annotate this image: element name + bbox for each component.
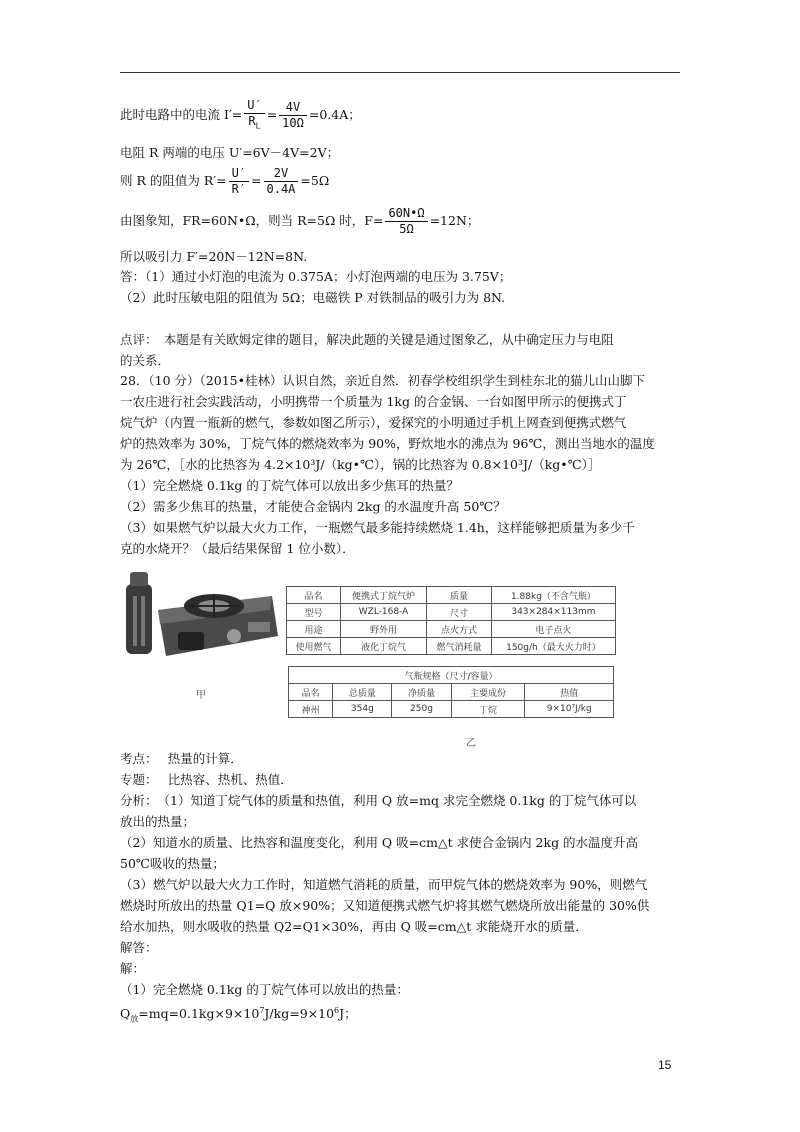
table-caption: 气瓶规格（尺寸/容量） [289, 667, 614, 684]
solution-heading: 解答： [120, 940, 158, 955]
header-rule [120, 72, 680, 73]
answer-line-2: （2）此时压敏电阻的阻值为 5Ω；电磁铁 P 对铁制品的吸引力为 8N. [120, 290, 506, 305]
analysis-line-7: 给水加热，则水吸收的热量 Q2=Q1×30%，再由 Q 吸=cm△t 求能烧开水的质量． [120, 919, 588, 934]
question-28-line-2: 一农庄进行社会实践活动，小明携带一个质量为 1kg 的合金锅、一台如图甲所示的便携式丁 [120, 394, 627, 409]
table-row: 品名 便携式丁烷气炉 质量 1.88kg（不含气瓶） [287, 587, 616, 604]
table-row: 品名 总质量 净质量 主要成份 热值 [289, 684, 614, 701]
current-prefix: 此时电路中的电流 I′= [120, 107, 243, 123]
question-28-line-7: （2）需多少焦耳的热量，才能使合金锅内 2kg 的水温度升高 50℃？ [120, 499, 506, 514]
table-row: 用途 野外用 点火方式 电子点火 [287, 621, 616, 638]
figure-label-yi: 乙 [466, 738, 476, 749]
analysis-line-3: （2）知道水的质量、比热容和温度变化，利用 Q 吸=cm△t 求使合金锅内 2kg 的水温度升高 [120, 835, 639, 850]
portable-gas-stove-illustration [122, 566, 282, 674]
solution-start: 解： [120, 961, 146, 976]
question-28-line-6: （1）完全燃烧 0.1kg 的丁烷气体可以放出多少焦耳的热量？ [120, 478, 459, 493]
question-28-line-9: 克的水烧开？（最后结果保留 1 位小数）． [120, 541, 355, 556]
attraction-line: 所以吸引力 F′=20N－12N=8N. [120, 249, 308, 264]
resistance-equation: 则 R 的阻值为 R′= $\frac{U'}{R'}$ = $\frac{2V}{0.4A}$ =5Ω [120, 166, 330, 196]
figure-label-jia: 甲 [196, 690, 206, 701]
question-28-line-8: （3）如果燃气炉以最大火力工作，一瓶燃气最多能持续燃烧 1.4h，这样能够把质量为多少千 [120, 520, 635, 535]
voltage-line: 电阻 R 两端的电压 U′=6V－4V=2V； [120, 145, 340, 160]
fraction-60n-over-5ohm: $\frac{60N•\Omega}{5\Omega}$ [385, 206, 427, 237]
analysis-line-4: 50℃吸收的热量； [120, 856, 225, 871]
page-number: 15 [658, 1058, 672, 1072]
answer-line-1: 答：（1）通过小灯泡的电流为 0.375A；小灯泡两端的电压为 3.75V； [120, 269, 512, 284]
analysis-line-5: （3）燃气炉以最大火力工作时，知道燃气消耗的质量，而甲烷气体的燃烧效率为 90%，则燃气 [120, 877, 648, 892]
table-row: 使用燃气 液化丁烷气 燃气消耗量 150g/h（最大火力时） [287, 638, 616, 655]
comment-line-1: 点评： 本题是有关欧姆定律的题目，解决此题的关键是通过图象乙，从中确定压力与电阻 [120, 332, 614, 347]
stove-spec-table [286, 586, 616, 655]
gas-cylinder-spec-table [288, 666, 614, 718]
question-28-line-1: 28．（10 分）（2015•桂林）认识自然，亲近自然．初春学校组织学生到桂东北的猫儿山山脚下 [120, 373, 645, 388]
question-28-line-5: 为 26℃，［水的比热容为 4.2×10³J/（kg•℃），锅的比热容为 0.8×10³J/（kg•℃）］ [120, 457, 601, 472]
analysis-line-6: 燃烧时所放出的热量 Q1=Q 放×90%；又知道便携式燃气炉将其燃气燃烧所放出能量的 30%供 [120, 898, 650, 913]
fraction-u-over-r: $\frac{U'}{R'}$ [229, 166, 249, 197]
table-row: 型号 WZL-168-A 尺寸 343×284×113mm [287, 604, 616, 621]
question-28-line-3: 烷气炉（内置一瓶新的燃气，参数如图乙所示），爱探究的小明通过手机上网查到便携式燃气 [120, 415, 627, 430]
graph-equation: 由图象知，FR=60N•Ω，则当 R=5Ω 时，F= $\frac{60N•\Omega}{5\Omega}$ =12N； [120, 206, 480, 236]
knowledge-point: 考点： 热量的计算． [120, 751, 243, 766]
topic: 专题： 比热容、热机、热值． [120, 772, 293, 787]
question-28-line-4: 炉的热效率为 30%，丁烷气体的燃烧效率为 90%，野炊地水的沸点为 96℃，测出当地水的温度 [120, 436, 655, 451]
table-row [289, 667, 614, 684]
solution-step-1: （1）完全燃烧 0.1kg 的丁烷气体可以放出的热量： [120, 982, 409, 997]
fraction-4v-over-10ohm: $\frac{4V}{10\Omega}$ [279, 100, 307, 131]
current-equation: 此时电路中的电流 I′= $\frac{U'}{R_L}$ = $\frac{4V}{10\Omega}$ =0.4A； [120, 98, 361, 133]
fraction-2v-over-04a: $\frac{2V}{0.4A}$ [264, 166, 299, 197]
table-row: 神州 354g 250g 丁烷 9×10⁷J/kg [289, 701, 614, 718]
fraction-u-over-rl: $\frac{U'}{R_L}$ [244, 98, 264, 133]
comment-line-2: 的关系． [120, 353, 171, 368]
analysis-line-2: 放出的热量； [120, 814, 196, 829]
solution-step-1-formula: $Q_放=mq=0.1kg\times 9\times 10^7J/kg=9\times 10^6J$； [120, 1006, 357, 1024]
analysis-line-1: 分析： （1）知道丁烷气体的质量和热值，利用 Q 放=mq 求完全燃烧 0.1kg 的丁烷气体可以 [120, 793, 637, 808]
